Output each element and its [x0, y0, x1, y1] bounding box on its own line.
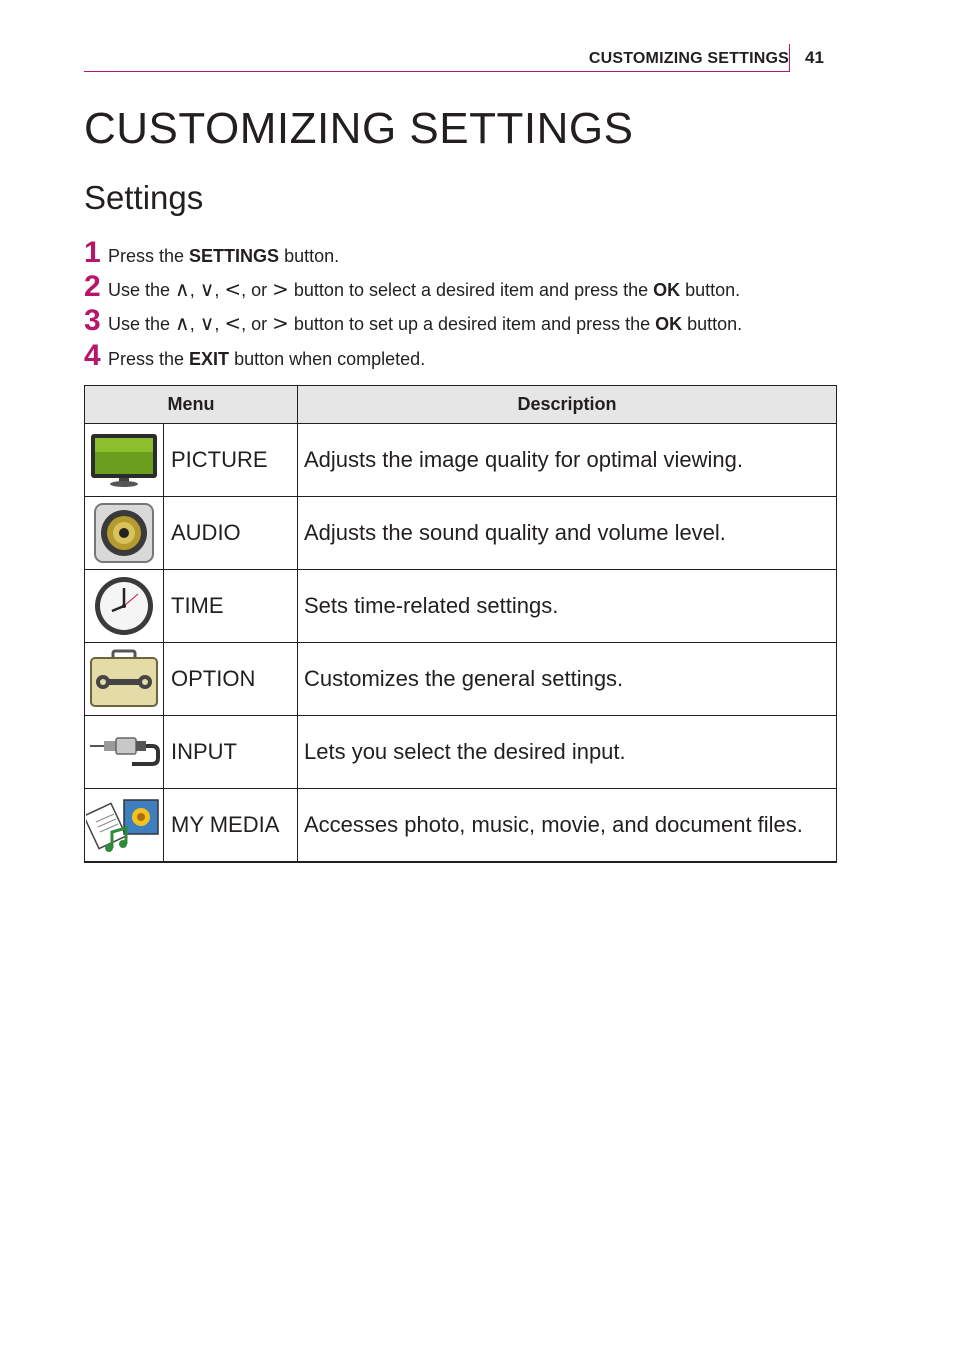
menu-name: PICTURE [164, 424, 298, 497]
step-1 [84, 236, 339, 270]
up-arrow-icon: ∧ [175, 311, 190, 335]
step-number: 3 [84, 304, 101, 337]
menu-name: INPUT [164, 716, 298, 789]
page-title: CUSTOMIZING SETTINGS [84, 104, 634, 153]
menu-description: Adjusts the sound quality and volume level. [298, 497, 837, 570]
media-files-icon [86, 794, 162, 856]
table-row [85, 789, 837, 863]
table-row [85, 643, 837, 716]
running-header: CUSTOMIZING SETTINGS [588, 50, 789, 67]
menu-description: Lets you select the desired input. [298, 716, 837, 789]
speaker-icon [93, 502, 155, 564]
toolbox-wrench-icon [89, 648, 159, 710]
section-heading: Settings [84, 179, 204, 216]
step-2 [84, 270, 740, 304]
menu-description: Accesses photo, music, movie, and document files. [298, 789, 837, 863]
column-header-menu: Menu [85, 386, 298, 424]
table-row [85, 424, 837, 497]
menu-name: TIME [164, 570, 298, 643]
right-arrow-icon: > [272, 277, 289, 301]
menu-name: MY MEDIA [164, 789, 298, 863]
left-arrow-icon: < [224, 311, 242, 335]
column-header-description: Description [298, 386, 837, 424]
step-text: Use the ∧, ∨, <, or > button to set up a desired item and press the OK button. [108, 311, 743, 335]
down-arrow-icon: ∨ [199, 311, 215, 335]
clock-icon [93, 575, 155, 637]
menu-name: OPTION [164, 643, 298, 716]
header-rule [84, 71, 790, 72]
table-row [85, 497, 837, 570]
left-arrow-icon: < [224, 277, 242, 301]
right-arrow-icon: > [272, 311, 289, 335]
step-number: 2 [84, 270, 101, 303]
step-text: Use the ∧, ∨, <, or > button to select a desired item and press the OK button. [108, 277, 741, 301]
step-number: 1 [84, 236, 101, 269]
step-number: 4 [84, 339, 101, 372]
up-arrow-icon: ∧ [175, 277, 190, 301]
step-3 [84, 304, 742, 338]
table-row [85, 716, 837, 789]
table-row [85, 570, 837, 643]
tv-monitor-icon [89, 432, 159, 488]
step-text: Press the SETTINGS button. [108, 246, 340, 266]
down-arrow-icon: ∨ [199, 277, 215, 301]
menu-description: Sets time-related settings. [298, 570, 837, 643]
step-text: Press the EXIT button when completed. [108, 349, 426, 369]
menu-description: Customizes the general settings. [298, 643, 837, 716]
cable-plug-icon [88, 732, 160, 772]
page-number: 41 [805, 48, 824, 67]
menu-description: Adjusts the image quality for optimal viewing. [298, 424, 837, 497]
settings-table [84, 385, 837, 863]
step-4 [84, 339, 425, 373]
header-divider [789, 44, 790, 72]
menu-name: AUDIO [164, 497, 298, 570]
